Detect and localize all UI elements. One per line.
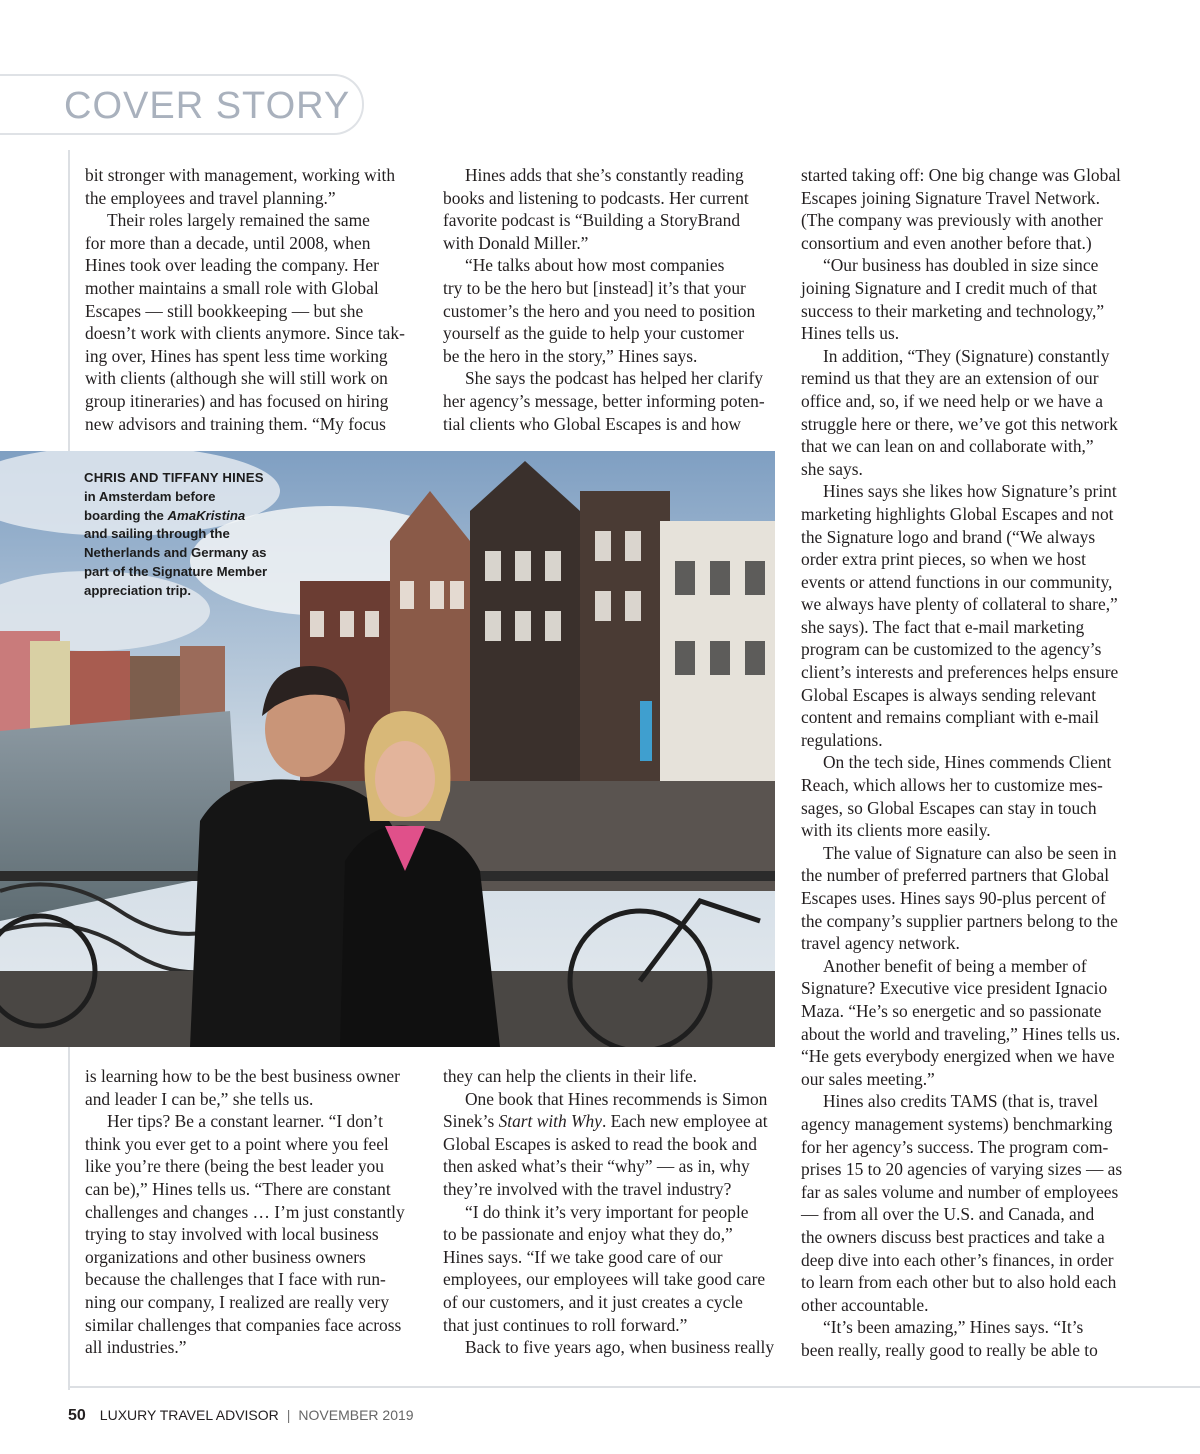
text-line: (The company was previously with another [801, 210, 1103, 231]
text-line: Escapes — still bookkeeping — but she [85, 300, 364, 321]
text-line: Global Escapes is asked to read the book and [443, 1133, 757, 1154]
text-line: the company’s supplier partners belong to the [801, 910, 1118, 931]
text-line: think you ever get to a point where you feel [85, 1133, 389, 1154]
text-line: employees, our employees will take good care [443, 1269, 766, 1290]
caption-line: boarding the AmaKristina [84, 507, 246, 523]
section-label: COVER STORY [64, 85, 351, 127]
photo-caption [84, 469, 334, 601]
text-line: struggle here or there, we’ve got this network [801, 413, 1118, 434]
text-line: with its clients more easily. [801, 820, 991, 841]
text-line: content and remains compliant with e-mail [801, 707, 1099, 728]
text-line: customer’s the hero and you need to position [443, 300, 756, 321]
text-line: Hines tells us. [801, 323, 900, 344]
text-line: program can be customized to the agency’s [801, 639, 1102, 660]
text-line: her agency’s message, better informing poten- [443, 390, 765, 411]
caption-line: appreciation trip. [84, 582, 191, 598]
text-line: Signature? Executive vice president Ignacio [801, 978, 1108, 999]
text-line: doesn’t work with clients anymore. Since tak- [85, 323, 405, 344]
text-line: success to their marketing and technology,” [801, 300, 1105, 321]
text-line: She says the podcast has helped her clarify [465, 368, 763, 389]
text-line: ning our company, I realized are really very [85, 1291, 390, 1312]
column-2-bottom [443, 1065, 783, 1359]
text-line: the Signature logo and brand (“We always [801, 526, 1096, 547]
text-line: our sales meeting.” [801, 1068, 935, 1089]
page-number: 50 [68, 1407, 86, 1424]
text-line: favorite podcast is “Building a StoryBrand [443, 210, 741, 231]
text-line: “Our business has doubled in size since [823, 255, 1099, 276]
text-line: trying to stay involved with local business [85, 1224, 379, 1245]
caption-ship-name: AmaKristina [167, 507, 246, 523]
text-line: Their roles largely remained the same [107, 210, 370, 231]
bottom-rule [68, 1386, 1200, 1388]
text-line: Hines says she likes how Signature’s print [823, 481, 1117, 502]
text-line: and leader I can be,” she tells us. [85, 1088, 314, 1109]
text-line: is learning how to be the best business owner [85, 1066, 400, 1086]
caption-line: part of the Signature Member [84, 563, 268, 579]
text-line: challenges and changes … I’m just constantly [85, 1201, 405, 1222]
issue-date: NOVEMBER 2019 [298, 1407, 414, 1423]
text-line: Hines took over leading the company. Her [85, 255, 379, 276]
text-line: Global Escapes is always sending relevant [801, 684, 1097, 705]
text-line: the number of preferred partners that Global [801, 865, 1110, 886]
text-line: travel agency network. [801, 933, 960, 954]
text-line: consortium and even another before that.) [801, 232, 1092, 253]
text-line: client’s interests and preferences helps ensure [801, 662, 1119, 683]
text-line: joining Signature and I credit much of that [801, 277, 1098, 298]
text-line: for more than a decade, until 2008, when [85, 232, 371, 253]
text-line: Sinek’s Start with Why. Each new employee at [443, 1111, 768, 1132]
text-line: tial clients who Global Escapes is and how [443, 413, 741, 434]
text-line: Escapes joining Signature Travel Network. [801, 187, 1100, 208]
text-line: to learn from each other but to also hold each [801, 1272, 1117, 1293]
text-line: mother maintains a small role with Global [85, 277, 379, 298]
text-line: marketing highlights Global Escapes and not [801, 503, 1114, 524]
publication-name: LUXURY TRAVEL ADVISOR [99, 1407, 279, 1423]
text-line: On the tech side, Hines commends Client [823, 752, 1112, 773]
caption-line: and sailing through the [84, 526, 230, 542]
text-line: events or attend functions in our community, [801, 571, 1113, 592]
column-2-top [443, 164, 783, 435]
text-line: like you’re there (being the best leader you [85, 1156, 384, 1177]
text-line: regulations. [801, 729, 883, 750]
text-line: far as sales volume and number of employees [801, 1181, 1119, 1202]
text-line: bit stronger with management, working with [85, 165, 396, 185]
text-line: agency management systems) benchmarking [801, 1113, 1113, 1134]
text-line: try to be the hero but [instead] it’s that your [443, 277, 746, 298]
text-line: sages, so Global Escapes can stay in touch [801, 797, 1097, 818]
text-line: ing over, Hines has spent less time working [85, 345, 388, 366]
text-line: Maza. “He’s so energetic and so passionate [801, 1000, 1102, 1021]
text-line: the employees and travel planning.” [85, 187, 336, 208]
text-line: other accountable. [801, 1294, 929, 1315]
text-line: Another benefit of being a member of [823, 955, 1087, 976]
text-line: “He talks about how most companies [465, 255, 725, 276]
text-line: In addition, “They (Signature) constantly [823, 345, 1110, 366]
text-line: “It’s been amazing,” Hines says. “It’s [823, 1317, 1084, 1338]
text-line: with clients (although she will still work on [85, 368, 388, 389]
text-line: group itineraries) and has focused on hiring [85, 390, 389, 411]
text-line: she says). The fact that e-mail marketing [801, 616, 1085, 637]
text-line: Hines says. “If we take good care of our [443, 1246, 723, 1267]
text-line: Hines adds that she’s constantly reading [465, 165, 744, 185]
text-line: then asked what’s their “why” — as in, why [443, 1156, 750, 1177]
text-line: started taking off: One big change was Global [801, 165, 1121, 185]
text-line: deep dive into each other’s finances, in order [801, 1249, 1114, 1270]
text-line: Back to five years ago, when business really [465, 1337, 775, 1358]
text-line: with Donald Miller.” [443, 232, 589, 253]
column-3 [801, 164, 1141, 1361]
text-line: office and, so, if we need help or we have a [801, 390, 1103, 411]
text-line: similar challenges that companies face across [85, 1314, 402, 1335]
text-line: books and listening to podcasts. Her current [443, 187, 749, 208]
text-line: for her agency’s success. The program com- [801, 1136, 1109, 1157]
text-line: about the world and traveling,” Hines tells us. [801, 1023, 1121, 1044]
text-line: “He gets everybody energized when we have [801, 1046, 1115, 1067]
text-line: “I do think it’s very important for people [465, 1201, 749, 1222]
caption-line: in Amsterdam before [84, 488, 216, 504]
text-line: been really, really good to really be able to [801, 1339, 1098, 1360]
text-line: they can help the clients in their life. [443, 1066, 698, 1086]
text-line: be the hero in the story,” Hines says. [443, 345, 698, 366]
text-line: we always have plenty of collateral to share,” [801, 594, 1118, 615]
text-line: that just continues to roll forward.” [443, 1314, 688, 1335]
page-footer [68, 1404, 414, 1426]
text-line: The value of Signature can also be seen in [823, 842, 1117, 863]
text-line: Hines also credits TAMS (that is, travel [823, 1091, 1099, 1112]
text-line: that we can lean on and collaborate with,” [801, 436, 1094, 457]
text-line: order extra print pieces, so when we host [801, 549, 1086, 570]
text-line: can be),” Hines tells us. “There are constant [85, 1178, 391, 1199]
text-line: Escapes uses. Hines says 90-plus percent of [801, 888, 1106, 908]
caption-line: CHRIS AND TIFFANY HINES [84, 470, 264, 485]
text-line: the owners discuss best practices and take a [801, 1226, 1105, 1247]
text-line: remind us that they are an extension of our [801, 368, 1099, 389]
text-line: One book that Hines recommends is Simon [465, 1088, 768, 1109]
text-line: — from all over the U.S. and Canada, and [801, 1204, 1095, 1225]
text-line: Reach, which allows her to customize mes- [801, 775, 1103, 796]
text-line: because the challenges that I face with run- [85, 1269, 386, 1290]
text-line: she says. [801, 458, 863, 479]
text-line: organizations and other business owners [85, 1246, 366, 1267]
footer-separator: | [286, 1407, 291, 1423]
text-line: they’re involved with the travel industry? [443, 1178, 732, 1199]
text-line: Her tips? Be a constant learner. “I don’t [107, 1111, 383, 1132]
text-line: all industries.” [85, 1337, 187, 1358]
text-line: yourself as the guide to help your customer [443, 323, 744, 344]
text-line: prises 15 to 20 agencies of varying sizes — as [801, 1159, 1123, 1180]
column-1-bottom [85, 1065, 425, 1359]
caption-line: Netherlands and Germany as [84, 545, 267, 561]
text-line: new advisors and training them. “My focus [85, 413, 386, 434]
text-line: of our customers, and it just creates a cycle [443, 1291, 743, 1312]
column-1-top [85, 164, 425, 435]
text-line: to be passionate and enjoy what they do,” [443, 1224, 733, 1245]
